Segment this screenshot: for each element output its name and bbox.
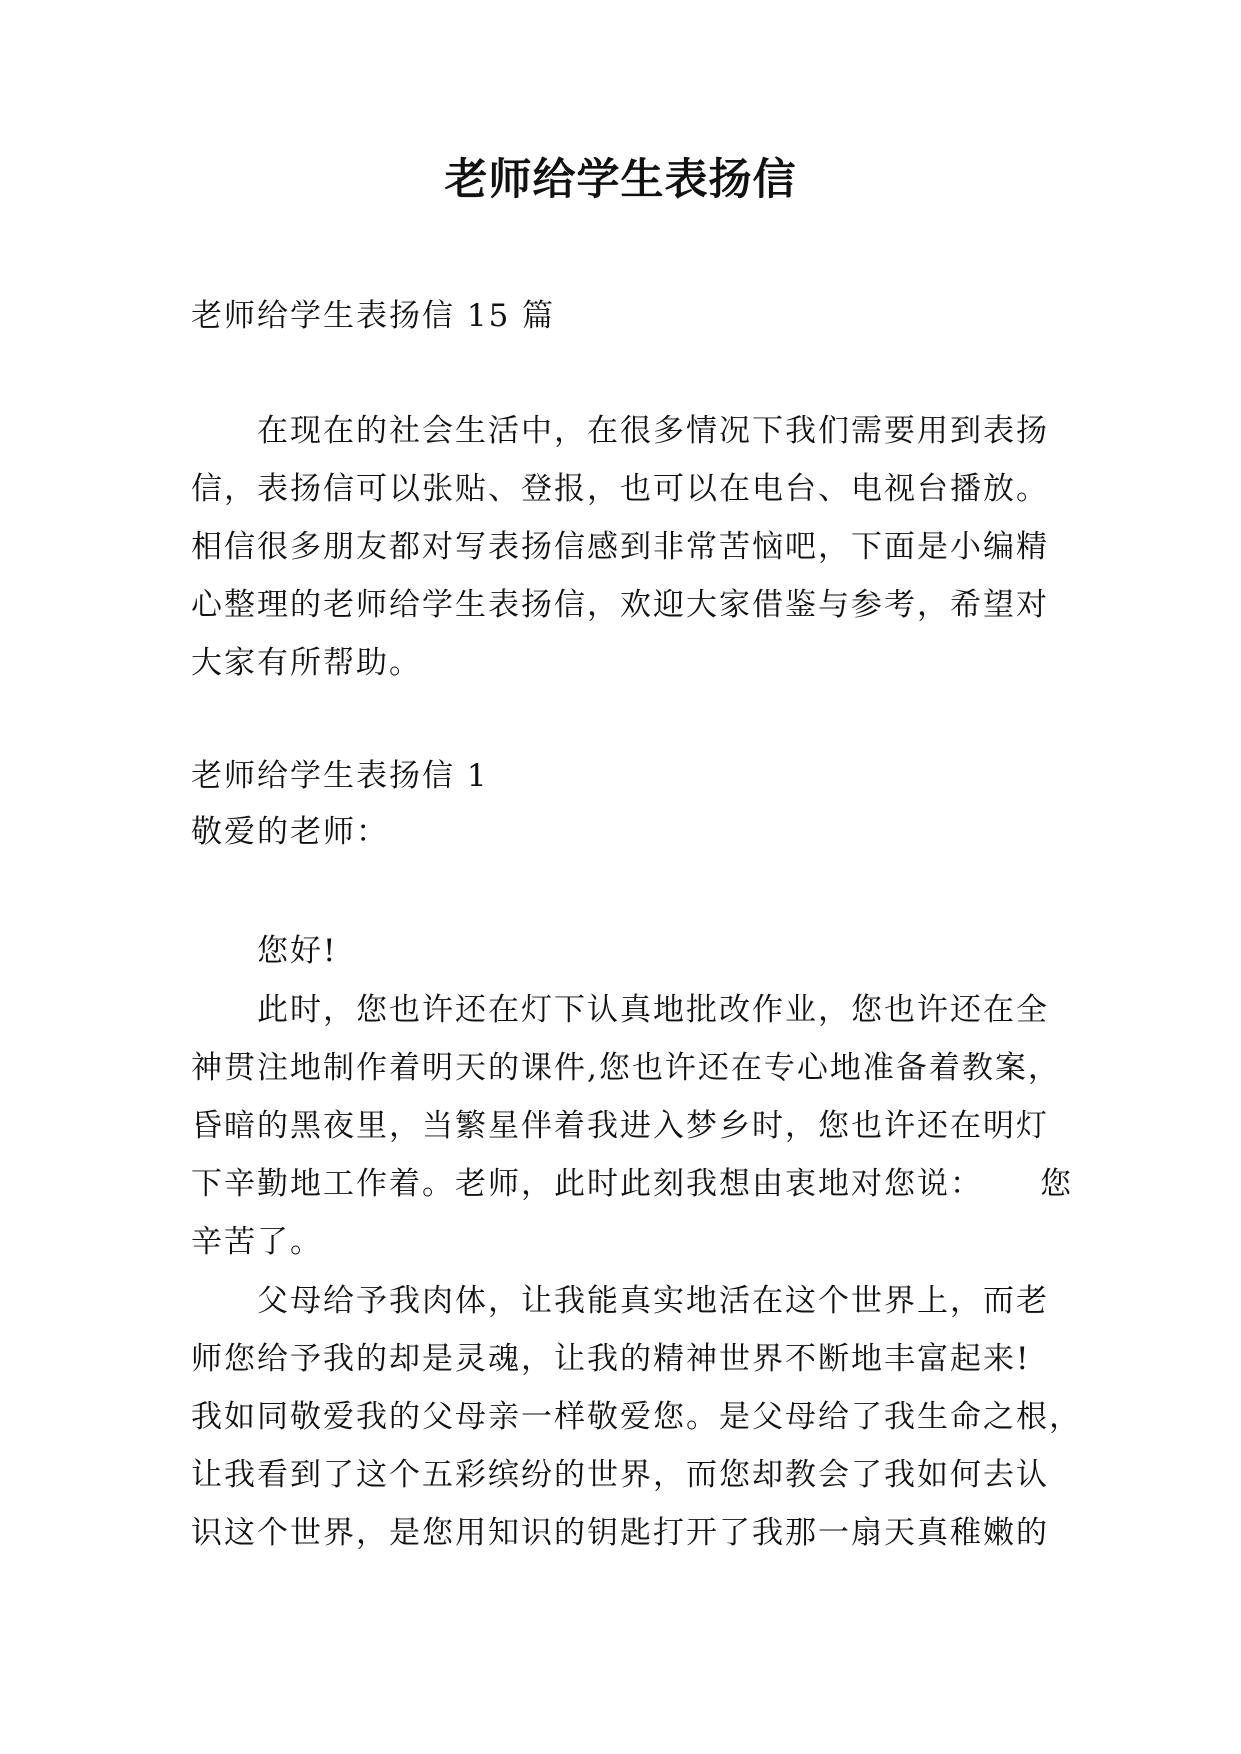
body-line-text: 下辛勤地工作着。老师，此时此刻我想由衷地对您说：	[191, 1166, 983, 1202]
body-line: 让我看到了这个五彩缤纷的世界，而您却教会了我如何去认	[191, 1457, 1049, 1493]
intro-line: 大家有所帮助。	[191, 645, 422, 681]
greeting: 您好!	[257, 933, 338, 969]
body-line: 识这个世界，是您用知识的钥匙打开了我那一扇天真稚嫩的	[191, 1515, 1049, 1551]
body-line: 神贯注地制作着明天的课件,您也许还在专心地准备着教案，	[191, 1050, 1061, 1086]
section-heading: 老师给学生表扬信 1	[191, 758, 489, 794]
document-subtitle: 老师给学生表扬信 15 篇	[191, 298, 556, 334]
body-line: 师您给予我的却是灵魂，让我的精神世界不断地丰富起来!	[191, 1341, 1031, 1377]
body-line: 昏暗的黑夜里，当繁星伴着我进入梦乡时，您也许还在明灯	[191, 1108, 1049, 1144]
intro-line: 在现在的社会生活中，在很多情况下我们需要用到表扬	[257, 413, 1049, 449]
intro-line: 信，表扬信可以张贴、登报，也可以在电台、电视台播放。	[191, 471, 1049, 507]
intro-line: 相信很多朋友都对写表扬信感到非常苦恼吧，下面是小编精	[191, 529, 1049, 565]
salutation: 敬爱的老师：	[191, 814, 389, 850]
body-line: 此时，您也许还在灯下认真地批改作业，您也许还在全	[257, 992, 1049, 1028]
body-line: 辛苦了。	[191, 1224, 323, 1260]
intro-line: 心整理的老师给学生表扬信，欢迎大家借鉴与参考，希望对	[191, 587, 1049, 623]
page-title: 老师给学生表扬信	[444, 155, 797, 205]
body-line	[191, 1164, 1071, 1204]
body-line: 父母给予我肉体，让我能真实地活在这个世界上，而老	[257, 1283, 1049, 1319]
body-line-end-word: 您	[1040, 1166, 1071, 1202]
body-line: 我如同敬爱我的父母亲一样敬爱您。是父母给了我生命之根，	[191, 1399, 1082, 1435]
